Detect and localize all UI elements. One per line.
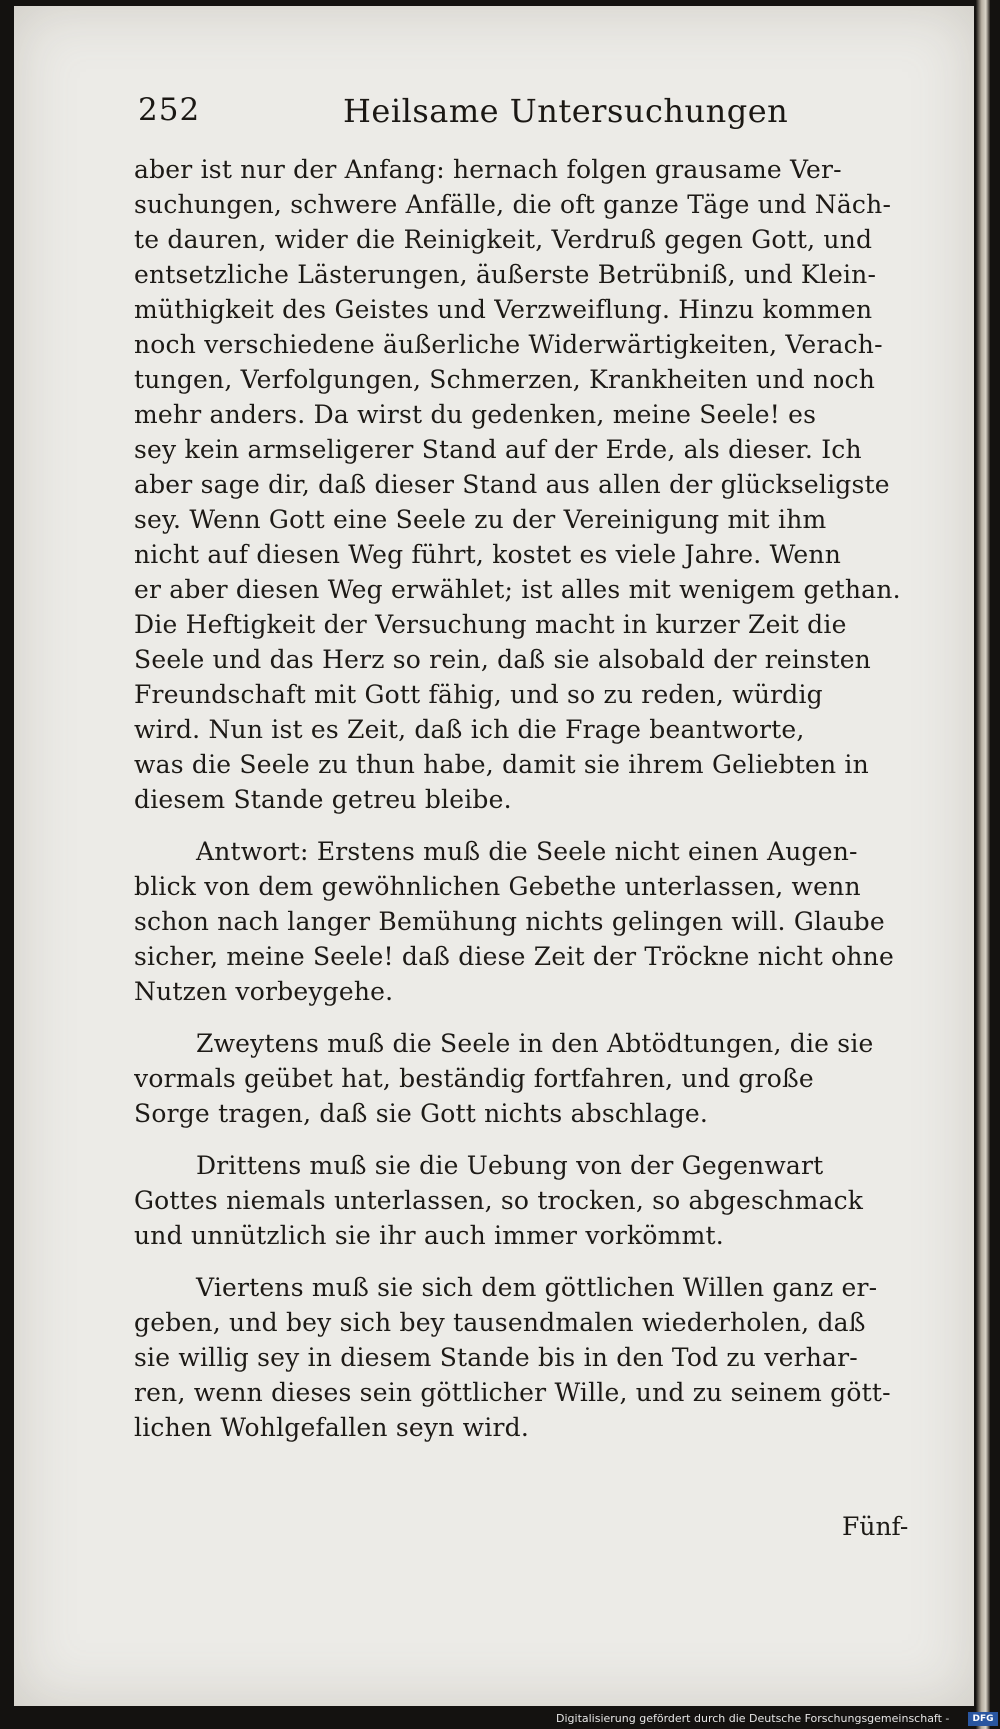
text-line: Zweytens muß die Seele in den Abtödtungen, die sie	[196, 1029, 874, 1058]
text-line: und unnützlich sie ihr auch immer vorkömmt.	[134, 1221, 724, 1250]
text-line: nicht auf diesen Weg führt, kostet es viele Jahre. Wenn	[134, 540, 842, 569]
text-line: tungen, Verfolgungen, Schmerzen, Krankheiten und noch	[134, 365, 876, 394]
text-line: sicher, meine Seele! daß diese Zeit der Tröckne nicht ohne	[134, 942, 894, 971]
text-line: mehr anders. Da wirst du gedenken, meine Seele! es	[134, 400, 817, 429]
text-line: diesem Stande getreu bleibe.	[134, 785, 512, 814]
page-number: 252	[138, 92, 201, 128]
text-line: Drittens muß sie die Uebung von der Gegenwart	[196, 1151, 824, 1180]
text-line: Freundschaft mit Gott fähig, und so zu reden, würdig	[134, 680, 823, 709]
page-header	[138, 92, 938, 138]
paragraph-gap	[134, 1253, 942, 1270]
text-line: er aber diesen Weg erwählet; ist alles mit wenigem gethan.	[134, 575, 901, 604]
text-line: ren, wenn dieses sein göttlicher Wille, und zu seinem gött-	[134, 1378, 891, 1407]
text-line: Gottes niemals unterlassen, so trocken, so abgeschmack	[134, 1186, 864, 1215]
text-line: sey. Wenn Gott eine Seele zu der Vereinigung mit ihm	[134, 505, 827, 534]
paragraph-gap	[134, 1009, 942, 1026]
paragraph-gap	[134, 1131, 942, 1148]
text-line: suchungen, schwere Anfälle, die oft ganze Täge und Näch-	[134, 190, 892, 219]
text-line: was die Seele zu thun habe, damit sie ihrem Geliebten in	[134, 750, 869, 779]
dfg-logo: DFG	[968, 1712, 998, 1726]
text-line: Viertens muß sie sich dem göttlichen Willen ganz er-	[196, 1273, 878, 1302]
text-line: aber ist nur der Anfang: hernach folgen grausame Ver-	[134, 155, 842, 184]
page-edge	[976, 0, 990, 1729]
text-line: schon nach langer Bemühung nichts gelingen will. Glaube	[134, 907, 885, 936]
catchword: Fünf-	[842, 1512, 909, 1541]
text-line: vormals geübet hat, beständig fortfahren, und große	[134, 1064, 814, 1093]
text-line: blick von dem gewöhnlichen Gebethe unterlassen, wenn	[134, 872, 861, 901]
text-line: te dauren, wider die Reinigkeit, Verdruß gegen Gott, und	[134, 225, 873, 254]
body-text	[134, 152, 942, 1445]
text-line: Antwort: Erstens muß die Seele nicht einen Augen-	[196, 837, 858, 866]
text-line: sey kein armseligerer Stand auf der Erde, als dieser. Ich	[134, 435, 862, 464]
text-line: lichen Wohlgefallen seyn wird.	[134, 1413, 529, 1442]
text-line: müthigkeit des Geistes und Verzweiflung. Hinzu kommen	[134, 295, 873, 324]
text-line: wird. Nun ist es Zeit, daß ich die Frage beantworte,	[134, 715, 805, 744]
text-line: Die Heftigkeit der Versuchung macht in kurzer Zeit die	[134, 610, 847, 639]
text-line: geben, und bey sich bey tausendmalen wiederholen, daß	[134, 1308, 866, 1337]
text-line: aber sage dir, daß dieser Stand aus allen der glückseligste	[134, 470, 890, 499]
text-line: noch verschiedene äußerliche Widerwärtigkeiten, Verach-	[134, 330, 883, 359]
text-line: Sorge tragen, daß sie Gott nichts abschlage.	[134, 1099, 709, 1128]
running-title: Heilsame Untersuchungen	[343, 92, 789, 130]
text-line: entsetzliche Lästerungen, äußerste Betrübniß, und Klein-	[134, 260, 877, 289]
digitization-credit: Digitalisierung gefördert durch die Deutsche Forschungsgemeinschaft -	[556, 1712, 950, 1725]
text-line: sie willig sey in diesem Stande bis in den Tod zu verhar-	[134, 1343, 858, 1372]
text-line: Seele und das Herz so rein, daß sie alsobald der reinsten	[134, 645, 871, 674]
paragraph-gap	[134, 817, 942, 834]
text-line: Nutzen vorbeygehe.	[134, 977, 394, 1006]
